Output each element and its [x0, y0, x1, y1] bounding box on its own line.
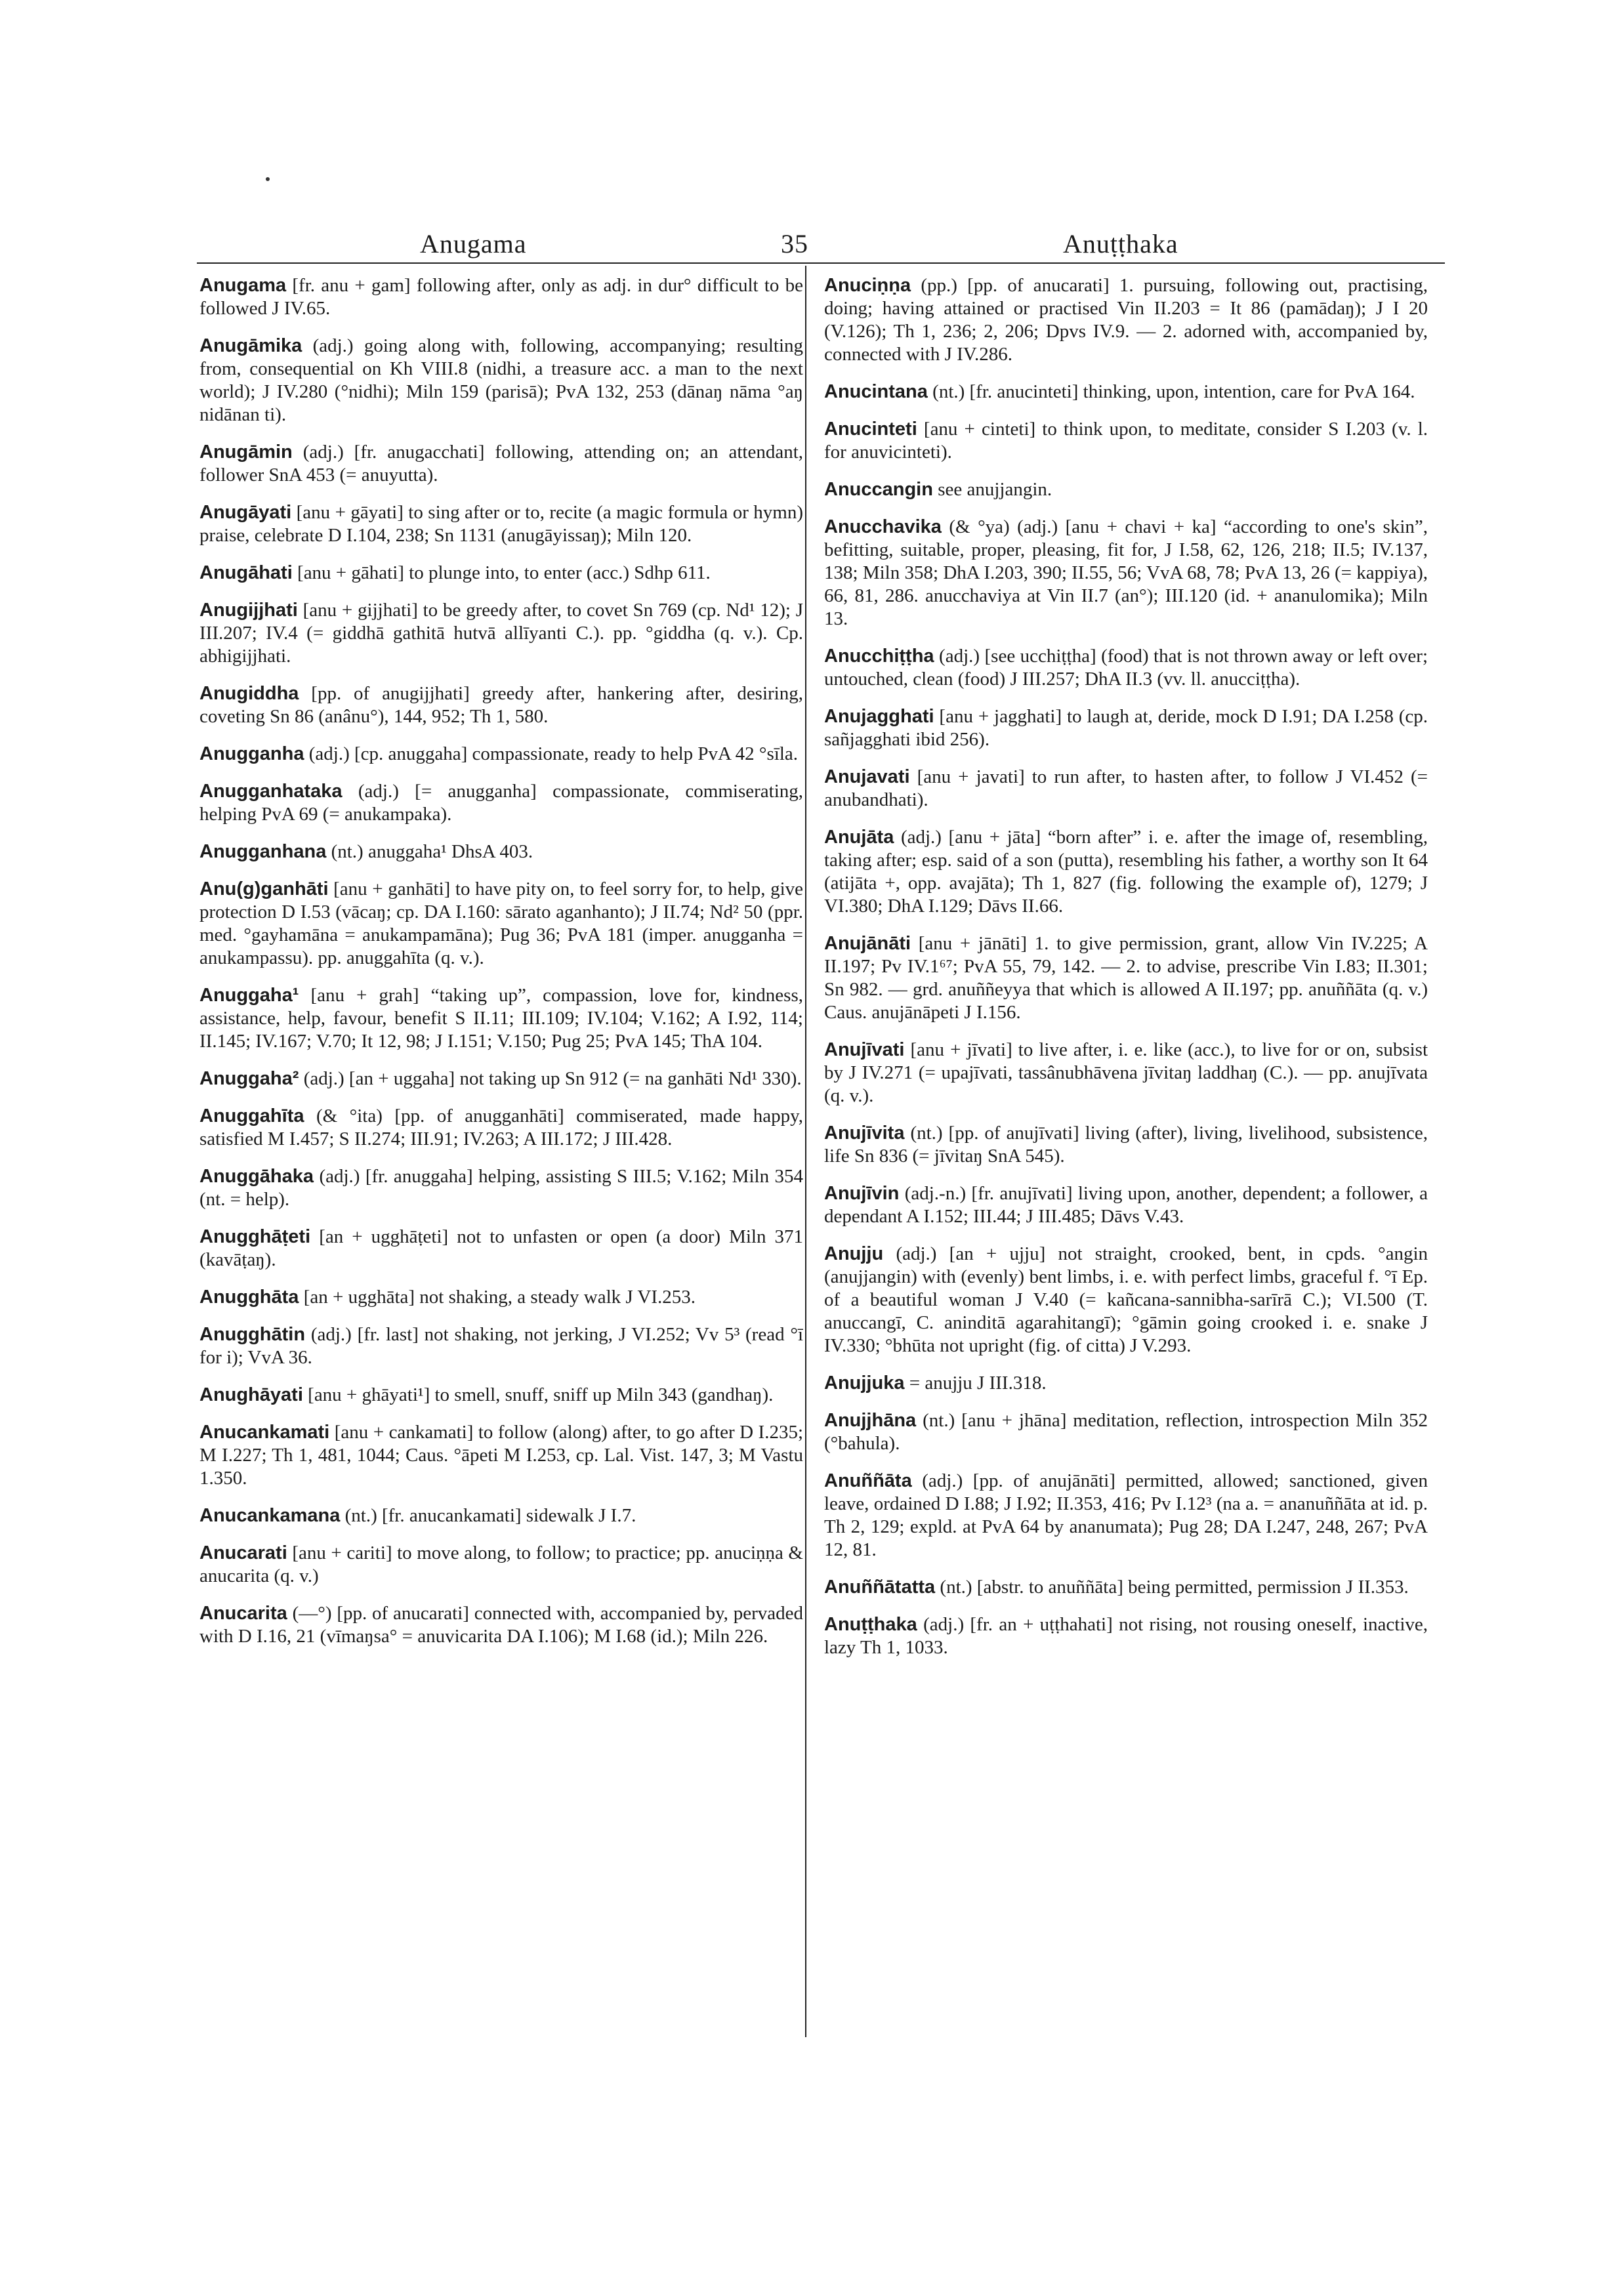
entry-definition: (nt.) anuggaha¹ DhsA 403. — [331, 841, 533, 862]
entry-definition: = anujju J III.318. — [909, 1373, 1047, 1394]
dictionary-entry — [199, 1542, 803, 1588]
entry-headword: Anu(g)ganhāti — [199, 879, 329, 899]
entry-definition: [anu + gijjhati] to be greedy after, to covet Sn 769 (cp. Nd¹ 12); J III.207; IV.4 (= giddhā gathitā hutvā allīyanti C.). pp. °giddha (q. v.). Cp. abhigijjhati. — [199, 600, 803, 667]
entry-headword: Anuññātatta — [824, 1577, 936, 1598]
entry-definition: (adj.) [an + ujju] not straight, crooked, bent, in cpds. °angin (anujjangin) with (evenly) bent limbs, i. e. with perfect limbs, graceful f. °ī Ep. of a beautiful woman J V.40 (= kañcana-sannibha-sarīrā C.); VI.500 (T. anuccangī, C. aninditā agarahitangī); °gāmin going crooked i. e. snake J IV.330; °bhūta not upright (fig. of citta) J V.293. — [824, 1243, 1428, 1356]
left-column — [199, 274, 803, 2059]
entry-headword: Anuciṇṇa — [824, 275, 911, 296]
entry-headword: Anuccangin — [824, 479, 933, 500]
entry-headword: Anugāhati — [199, 562, 293, 583]
dictionary-entry — [824, 1182, 1428, 1228]
entry-definition: (adj.) [pp. of anujānāti] permitted, allowed; sanctioned, given leave, ordained D I.88; J I.92; II.353, 416; Pv I.12³ (na a. = ananuññāta at id. p. Th 2, 129; expld. at PvA 64 by ananumata); Pug 28; DA I.247, 248, 267; PvA 12, 81. — [824, 1470, 1428, 1560]
entry-headword: Anugāmika — [199, 335, 302, 356]
entry-headword: Anujānāti — [824, 933, 911, 954]
entry-headword: Anucinteti — [824, 419, 917, 440]
dictionary-entry — [199, 1504, 803, 1527]
entry-headword: Anujīvin — [824, 1183, 900, 1204]
dictionary-entry — [199, 1384, 803, 1407]
dictionary-entry — [199, 840, 803, 863]
entry-headword: Anucarati — [199, 1542, 287, 1563]
entry-headword: Anuggaha¹ — [199, 985, 299, 1006]
column-divider — [805, 266, 806, 2037]
dictionary-entry — [824, 932, 1428, 1024]
entry-headword: Anuññāta — [824, 1470, 912, 1491]
entry-definition: [anu + gāyati] to sing after or to, recite (a magic formula or hymn) praise, celebrate D I.104, 238; Sn 1131 (anugāyissaŋ); Miln 120. — [199, 502, 803, 546]
dictionary-entry — [199, 274, 803, 320]
entry-definition: [anu + cariti] to move along, to follow; to practice; pp. anuciṇṇa & anucarita (q. v.) — [199, 1542, 803, 1586]
entry-headword: Anuṭṭhaka — [824, 1614, 917, 1635]
entry-headword: Anucchavika — [824, 516, 942, 537]
dictionary-entry — [199, 562, 803, 585]
entry-headword: Anucintana — [824, 381, 928, 402]
entry-definition: [pp. of anugijjhati] greedy after, hankering after, desiring, coveting Sn 86 (anânu°), 144, 952; Th 1, 580. — [199, 683, 803, 727]
dictionary-entry — [824, 1372, 1428, 1395]
dictionary-entry — [824, 645, 1428, 691]
dictionary-entry — [199, 1165, 803, 1211]
entry-definition: (pp.) [pp. of anucarati] 1. pursuing, following out, practising, doing; having attained or practised Vin II.203 = It 86 (pamādaŋ); J I 20 (V.126); Th 1, 236; 2, 206; Dpvs IV.9. — 2. adorned with, accompanied by, connected with J IV.286. — [824, 275, 1428, 365]
entry-definition: (nt.) [fr. anucinteti] thinking, upon, intention, care for PvA 164. — [932, 381, 1415, 402]
entry-headword: Anugghāta — [199, 1287, 299, 1308]
entry-definition: [fr. anu + gam] following after, only as adj. in dur° difficult to be followed J IV.65. — [199, 275, 803, 319]
entry-definition: see anujjangin. — [938, 479, 1052, 500]
entry-headword: Anuggāhaka — [199, 1166, 314, 1187]
entry-headword: Anugijjhati — [199, 600, 298, 621]
dictionary-entry — [824, 418, 1428, 464]
dictionary-entry — [824, 1243, 1428, 1357]
header-rule — [197, 262, 1445, 264]
entry-headword: Anujjhāna — [824, 1410, 917, 1431]
page-header — [197, 228, 1444, 268]
dictionary-entry — [199, 878, 803, 970]
entry-headword: Anugāmin — [199, 442, 293, 463]
dictionary-entry — [824, 1613, 1428, 1659]
entry-headword: Anugghāṭeti — [199, 1226, 311, 1247]
dictionary-entry — [824, 1039, 1428, 1107]
entry-headword: Anuggaha² — [199, 1068, 299, 1089]
dictionary-entry — [199, 1226, 803, 1272]
dictionary-entry — [199, 441, 803, 487]
dictionary-entry — [824, 381, 1428, 403]
entry-definition: [anu + cinteti] to think upon, to meditate, consider S I.203 (v. l. for anuvicinteti). — [824, 419, 1428, 463]
entry-headword: Anugganhataka — [199, 781, 343, 802]
entry-definition: (adj.) [fr. an + uṭṭhahati] not rising, not rousing oneself, inactive, lazy Th 1, 1033. — [824, 1614, 1428, 1658]
entry-definition: (nt.) [pp. of anujīvati] living (after), living, livelihood, subsistence, life Sn 836 (= jīvitaŋ SnA 545). — [824, 1123, 1428, 1167]
entry-definition: (nt.) [abstr. to anuññāta] being permitted, permission J II.353. — [940, 1577, 1409, 1598]
dictionary-entry — [199, 1286, 803, 1309]
dictionary-entry — [824, 705, 1428, 751]
entry-headword: Anujjuka — [824, 1373, 905, 1394]
entry-headword: Anujju — [824, 1243, 884, 1264]
entry-definition: [anu + grah] “taking up”, compassion, love for, kindness, assistance, help, favour, benefit S II.11; III.109; IV.104; V.162; A I.92, 114; II.145; IV.167; V.70; It 12, 98; J I.151; V.150; Pug 25; PvA 145; ThA 104. — [199, 985, 803, 1052]
entry-definition: [anu + ganhāti] to have pity on, to feel sorry for, to help, give protection D I.53 (vācaŋ; cp. DA I.160: sārato aganhanto); J II.74; Nd² 50 (ppr. med. °gayhamāna = anukampamāna); Pug 36; PvA 181 (imper. anugganha = anukampassu). pp. anuggahīta (q. v.). — [199, 879, 803, 968]
entry-headword: Anujavati — [824, 766, 910, 787]
dictionary-entry — [199, 682, 803, 728]
entry-headword: Anucchiṭṭha — [824, 646, 934, 667]
entry-definition: (adj.) [cp. anuggaha] compassionate, ready to help PvA 42 °sīla. — [308, 743, 798, 764]
entry-headword: Anujīvita — [824, 1123, 905, 1144]
entry-headword: Anucankamana — [199, 1505, 341, 1526]
entry-definition: (& °ya) (adj.) [anu + chavi + ka] “according to one's skin”, befitting, suitable, proper, pleasing, fit for, J I.58, 62, 126, 218; II.5; IV.137, 138; Miln 358; DhA I.203, 390; II.55, 56; VvA 68, 78; PvA 13, 26 (= kappiya), 66, 81, 286. anucchaviya at Vin II.7 (an°); III.120 (id. + ananulomika); Miln 13. — [824, 516, 1428, 629]
entry-headword: Anugganhana — [199, 841, 327, 862]
entry-definition: (adj.) [anu + jāta] “born after” i. e. after the image of, resembling, taking after; esp. said of a son (putta), resembling his father, a worthy son It 64 (atijāta +, opp. avajāta); Th 1, 827 (fig. following the example of), 1279; J VI.380; DhA I.129; Dāvs II.66. — [824, 827, 1428, 917]
page-number: 35 — [781, 229, 808, 258]
dictionary-entry — [824, 478, 1428, 501]
entry-headword: Anujāta — [824, 827, 894, 848]
entry-definition: [anu + cankamati] to follow (along) after, to go after D I.235; M I.227; Th 1, 481, 1044; Caus. °āpeti M I.253, cp. Lal. Vist. 147, 3; M Vastu 1.350. — [199, 1422, 803, 1489]
entry-headword: Anujagghati — [824, 706, 934, 727]
dictionary-entry — [824, 1409, 1428, 1455]
header-right-guide-word: Anuṭṭhaka — [1063, 229, 1178, 258]
dictionary-entry — [199, 1105, 803, 1151]
entry-definition: [anu + jīvati] to live after, i. e. like (acc.), to live for or on, subsist by J IV.271 (= upajīvati, tassânubhāvena jīvitaŋ laddhaŋ (C.). — pp. anujīvata (q. v.). — [824, 1039, 1428, 1106]
dictionary-entry — [824, 274, 1428, 366]
dictionary-entry — [199, 984, 803, 1053]
entry-definition: (—°) [pp. of anucarati] connected with, accompanied by, pervaded with D I.16, 21 (vīmaŋsa° = anuvicarita DA I.106); M I.68 (id.); Miln 226. — [199, 1603, 803, 1647]
dictionary-entry — [199, 1602, 803, 1648]
entry-definition: [anu + javati] to run after, to hasten after, to follow J VI.452 (= anubandhati). — [824, 766, 1428, 810]
dictionary-entry — [199, 501, 803, 547]
entry-definition: (adj.) [fr. last] not shaking, not jerking, J VI.252; Vv 5³ (read °ī for i); VvA 36. — [199, 1324, 803, 1368]
entry-headword: Anugama — [199, 275, 287, 296]
entry-definition: [anu + ghāyati¹] to smell, snuff, sniff up Miln 343 (gandhaŋ). — [308, 1384, 774, 1405]
dictionary-entry — [199, 599, 803, 668]
entry-definition: [anu + jānāti] 1. to give permission, grant, allow Vin IV.225; A II.197; Pv IV.1⁶⁷; PvA 55, 79, 142. — 2. to advise, prescribe Vin I.83; II.301; Sn 982. — grd. anuññeyya that which is allowed A II.197; pp. anuññāta (q. v.) Caus. anujānāpeti J I.156. — [824, 933, 1428, 1023]
entry-definition: (nt.) [anu + jhāna] meditation, reflection, introspection Miln 352 (°bahula). — [824, 1410, 1428, 1454]
entry-headword: Anujīvati — [824, 1039, 905, 1060]
dictionary-entry — [199, 1067, 803, 1090]
dictionary-entry — [199, 780, 803, 826]
entry-definition: [an + ugghāta] not shaking, a steady walk J VI.253. — [303, 1287, 696, 1308]
entry-headword: Anucarita — [199, 1603, 287, 1624]
entry-headword: Anughāyati — [199, 1384, 303, 1405]
scan-speck — [266, 177, 270, 181]
dictionary-entry — [824, 516, 1428, 631]
dictionary-entry — [199, 1421, 803, 1490]
entry-headword: Anucankamati — [199, 1422, 330, 1443]
entry-headword: Anugāyati — [199, 502, 292, 523]
entry-definition: (adj.-n.) [fr. anujīvati] living upon, another, dependent; a follower, a dependant A I.152; III.44; J III.485; Dāvs V.43. — [824, 1183, 1428, 1227]
right-column — [824, 274, 1428, 2059]
header-left-guide-word: Anugama — [420, 229, 527, 258]
dictionary-entry — [199, 743, 803, 766]
entry-definition: (nt.) [fr. anucankamati] sidewalk J I.7. — [344, 1505, 636, 1526]
entry-headword: Anugiddha — [199, 683, 299, 704]
dictionary-entry — [824, 1470, 1428, 1561]
entry-definition: (adj.) [= anugganha] compassionate, commiserating, helping PvA 69 (= anukampaka). — [199, 781, 803, 825]
dictionary-entry — [824, 826, 1428, 918]
entry-headword: Anugghātin — [199, 1324, 306, 1345]
entry-definition: [anu + jagghati] to laugh at, deride, mock D I.91; DA I.258 (cp. sañjagghati ibid 256). — [824, 706, 1428, 750]
entry-definition: [an + ugghāṭeti] not to unfasten or open (a door) Miln 371 (kavāṭaŋ). — [199, 1226, 803, 1270]
entry-definition: [anu + gāhati] to plunge into, to enter (acc.) Sdhp 611. — [297, 562, 711, 583]
entry-definition: (adj.) [fr. anuggaha] helping, assisting S III.5; V.162; Miln 354 (nt. = help). — [199, 1166, 803, 1210]
dictionary-entry — [824, 766, 1428, 812]
entry-definition: (adj.) [see ucchiṭṭha] (food) that is not thrown away or left over; untouched, clean (food) J III.257; DhA II.3 (vv. ll. anucciṭṭha). — [824, 646, 1428, 690]
dictionary-entry — [824, 1576, 1428, 1599]
entry-definition: (& °ita) [pp. of anugganhāti] commiserated, made happy, satisfied M I.457; S II.274; III.91; IV.263; A III.172; J III.428. — [199, 1106, 803, 1149]
entry-headword: Anugganha — [199, 743, 304, 764]
dictionary-entry — [199, 335, 803, 426]
entry-definition: (adj.) [fr. anugacchati] following, attending on; an attendant, follower SnA 453 (= anuyutta). — [199, 442, 803, 486]
dictionary-entry — [199, 1323, 803, 1369]
entry-definition: (adj.) [an + uggaha] not taking up Sn 912 (= na ganhāti Nd¹ 330). — [303, 1068, 802, 1089]
dictionary-entry — [824, 1122, 1428, 1168]
entry-headword: Anuggahīta — [199, 1106, 304, 1127]
entry-definition: (adj.) going along with, following, accompanying; resulting from, consequential on Kh VIII.8 (nidhi, a treasure acc. a man to the next world); J IV.280 (°nidhi); Miln 159 (parisā); PvA 132, 253 (dānaŋ nāma °aŋ nidānan ti). — [199, 335, 803, 425]
